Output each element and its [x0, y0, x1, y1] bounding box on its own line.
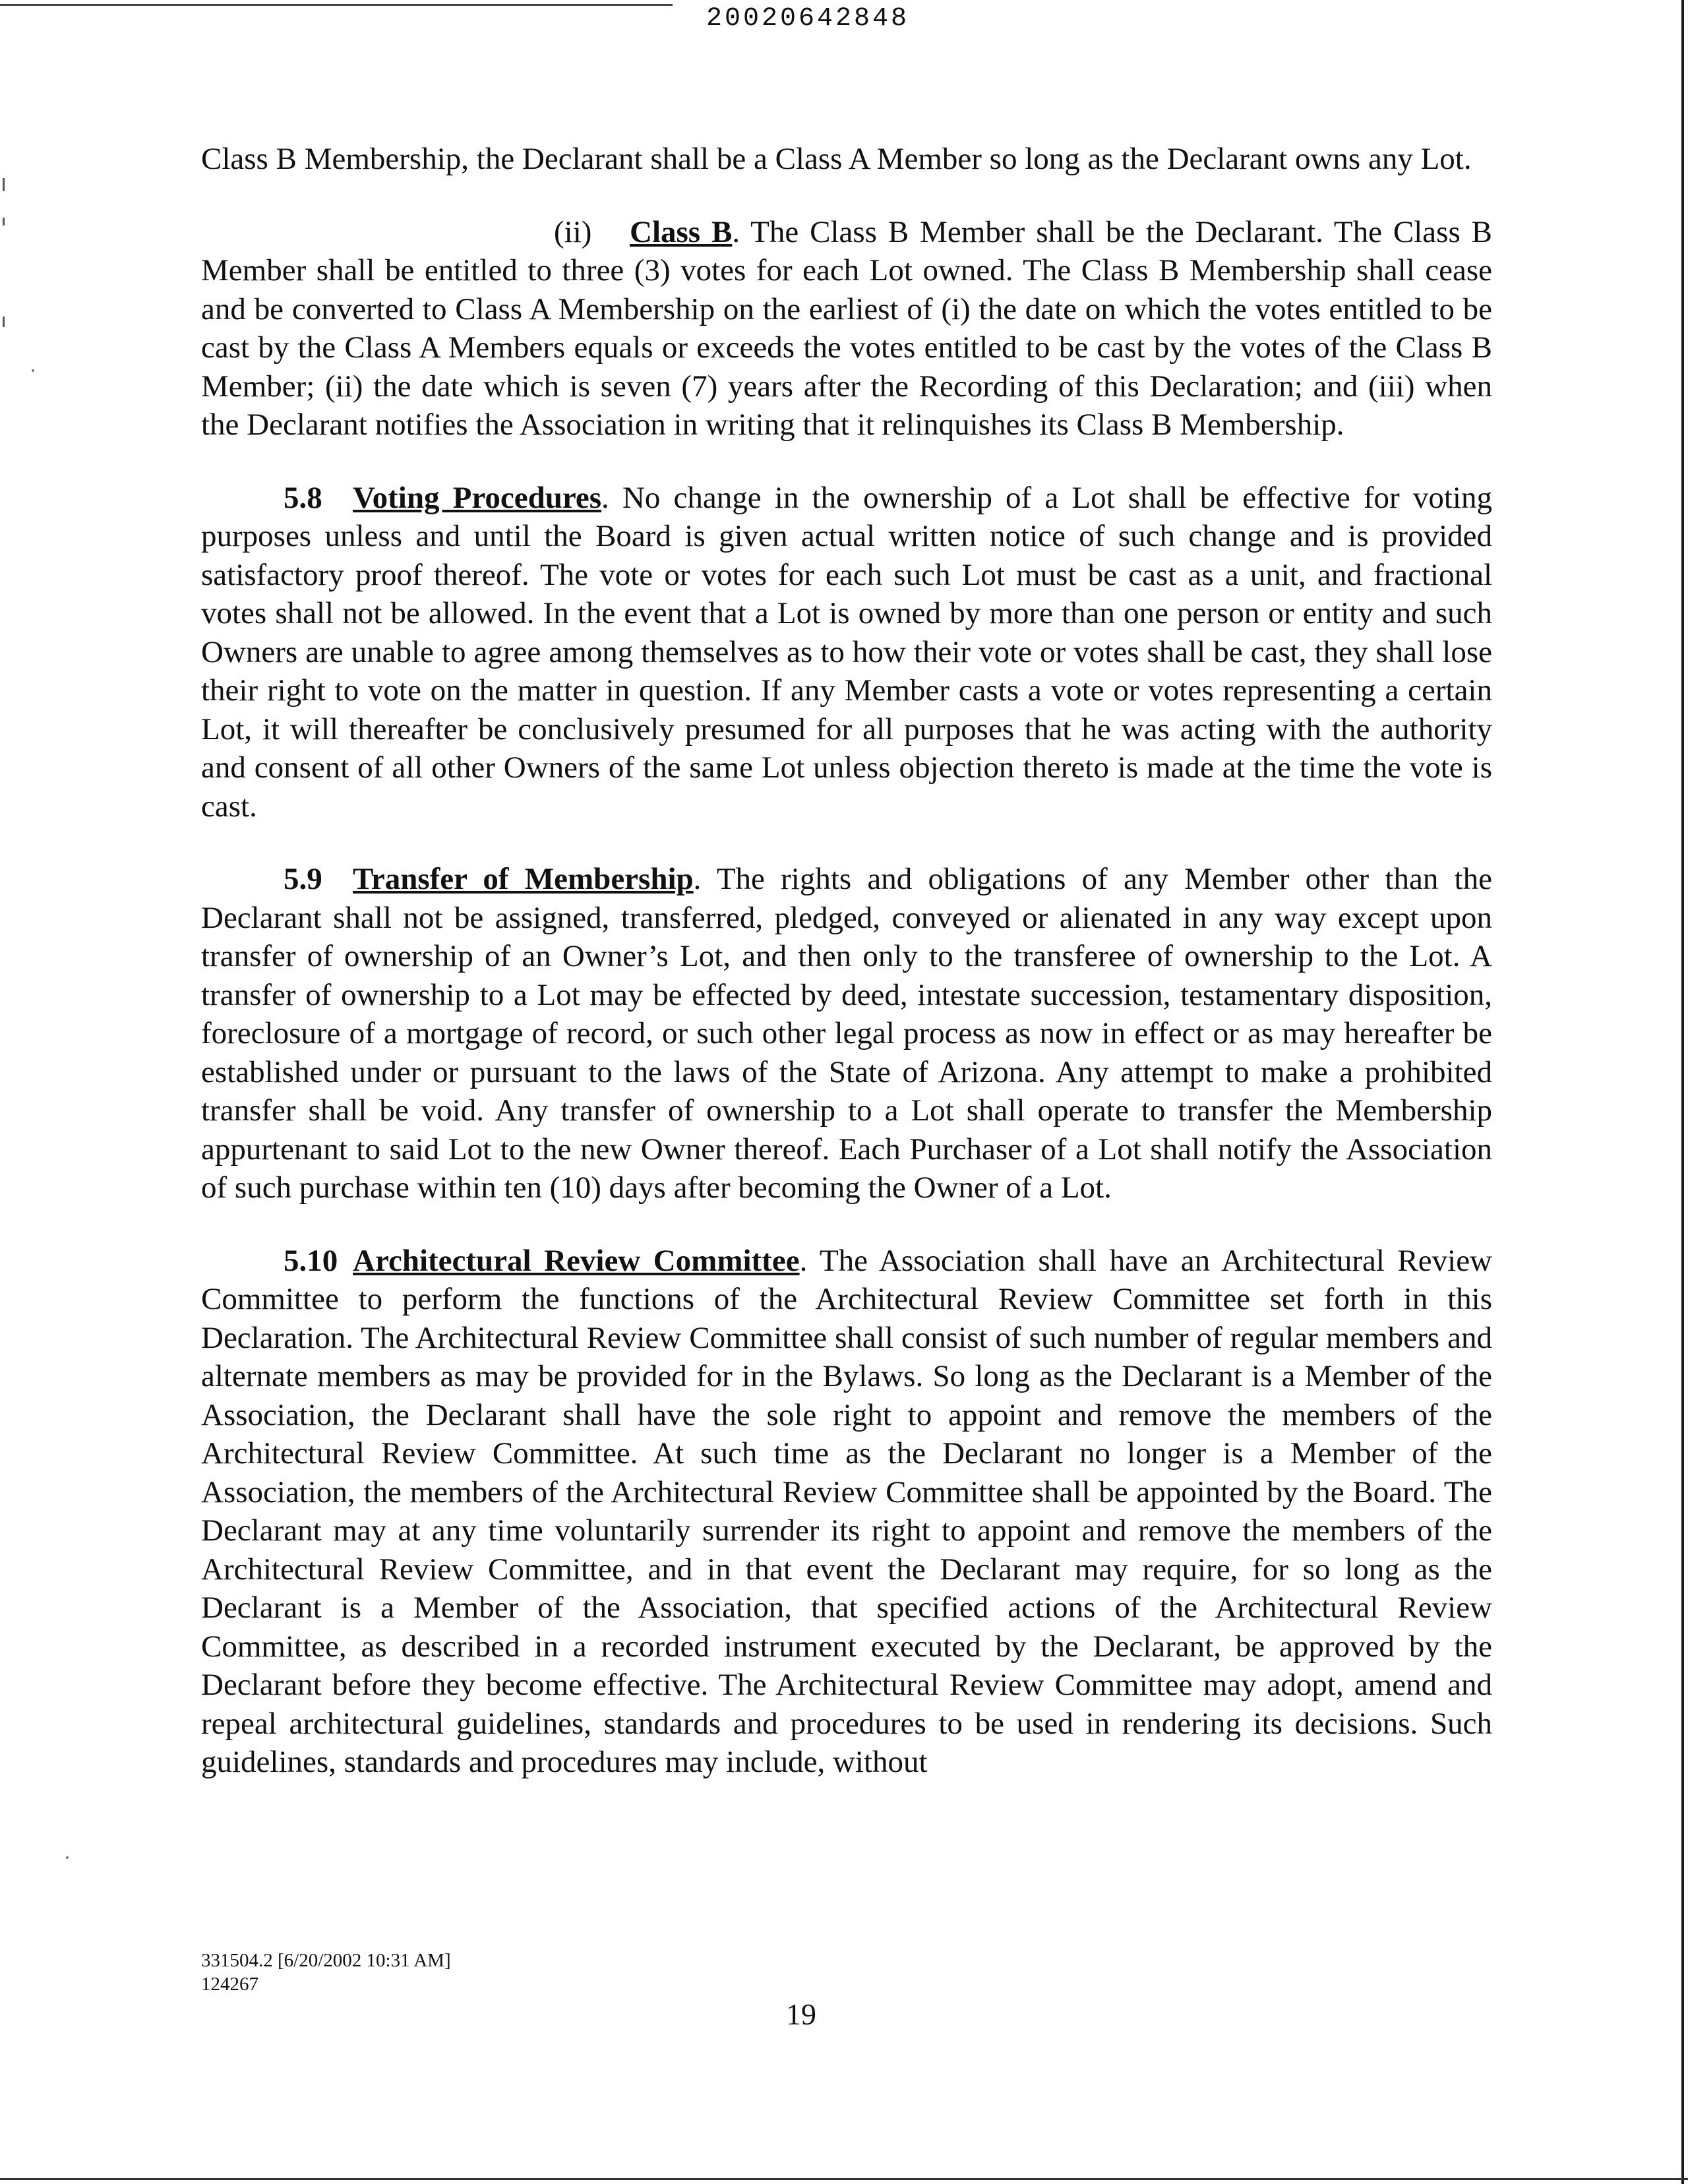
scan-mark: [3, 178, 5, 191]
section-heading: Transfer of Membership: [353, 862, 694, 896]
section-number: 5.10: [284, 1243, 338, 1278]
scan-mark: [3, 317, 5, 327]
document-body: [201, 140, 1492, 1782]
section-text: . No change in the ownership of a Lot shall be effective for voting purposes unless and until the Board is given actual written notice of such change and is provided satisfactory proof thereof. The vote or votes for each such Lot must be cast as a unit, and fractional votes shall not be allowed. In the event that a Lot is owned by more than one person or entity and such Owners are unable to agree among themselves as to how their vote or votes shall be cast, they shall lose their right to vote on the matter in question. If any Member casts a vote or votes representing a certain Lot, it will thereafter be conclusively presumed for all purposes that he was acting with the authority and consent of all other Owners of the same Lot unless objection thereto is made at the time the vote is cast.: [201, 480, 1492, 824]
footer-line-1: 331504.2 [6/20/2002 10:31 AM]: [201, 1950, 451, 1971]
document-footer-id: [201, 1949, 451, 1996]
paragraph-text: Class B Membership, the Declarant shall be a Class A Member so long as the Declarant owns any Lot.: [201, 142, 1472, 176]
page-number: 19: [786, 1997, 816, 2031]
subsection-number: (ii): [554, 214, 592, 249]
section-text: . The rights and obligations of any Member other than the Declarant shall not be assigned, transferred, pledged, conveyed or alienated in any way except upon transfer of ownership of an Owner’s Lot, and then only to the transferee of ownership to the Lot. A transfer of ownership to a Lot may be effected by deed, intestate succession, testamentary disposition, foreclosure of a mortgage of record, or such other legal process as now in effect or as may hereafter be established under or pursuant to the laws of the State of Arizona. Any attempt to make a prohibited transfer shall be void. Any transfer of ownership to a Lot shall operate to transfer the Membership appurtenant to said Lot to the new Owner thereof. Each Purchaser of a Lot shall notify the Association of such purchase within ten (10) days after becoming the Owner of a Lot.: [201, 862, 1492, 1205]
scan-speck: [32, 369, 34, 372]
section-text: . The Association shall have an Architectural Review Committee to perform the functions of the Architectural Review Committee set forth in this Declaration. The Architectural Review Committee shall consist of such number of regular members and alternate members as may be provided for in the Bylaws. So long as the Declarant is a Member of the Association, the Declarant shall have the sole right to appoint and remove the members of the Architectural Review Committee. At such time as the Declarant no longer is a Member of the Association, the members of the Architectural Review Committee shall be appointed by the Board. The Declarant may at any time voluntarily surrender its right to appoint and remove the members of the Architectural Review Committee, and in that event the Declarant may require, for so long as the Declarant is a Member of the Association, that specified actions of the Architectural Review Committee, as described in a recorded instrument executed by the Declarant, be approved by the Declarant before they become effective. The Architectural Review Committee may adopt, amend and repeal architectural guidelines, standards and procedures to be used in rendering its decisions. Such guidelines, standards and procedures may include, without: [201, 1243, 1492, 1779]
paragraph-class-b-membership-continued: [201, 140, 1492, 179]
section-5-9: [201, 860, 1492, 1207]
scan-mark: [3, 218, 5, 226]
section-heading: Voting Procedures: [353, 480, 602, 515]
scan-speck: [66, 1856, 69, 1859]
section-heading: Architectural Review Committee: [353, 1243, 800, 1278]
section-5-8: [201, 479, 1492, 826]
section-number: 5.9: [284, 862, 322, 896]
scan-edge-right: [1681, 0, 1684, 2184]
paragraph-class-b: [201, 213, 1492, 444]
section-5-10: [201, 1242, 1492, 1782]
subsection-text: . The Class B Member shall be the Declarant. The Class B Member shall be entitled to three (3) votes for each Lot owned. The Class B Membership shall cease and be converted to Class A Membership on the earliest of (i) the date on which the votes entitled to be cast by the Class A Members equals or exceeds the votes entitled to be cast by the votes of the Class B Member; (ii) the date which is seven (7) years after the Recording of this Declaration; and (iii) when the Declarant notifies the Association in writing that it relinquishes its Class B Membership.: [201, 214, 1492, 442]
document-number: 20020642848: [706, 4, 910, 34]
subsection-heading: Class B: [630, 214, 733, 249]
footer-line-2: 124267: [201, 1974, 258, 1995]
section-number: 5.8: [284, 480, 322, 515]
scan-edge-bottom: [0, 2178, 1688, 2180]
